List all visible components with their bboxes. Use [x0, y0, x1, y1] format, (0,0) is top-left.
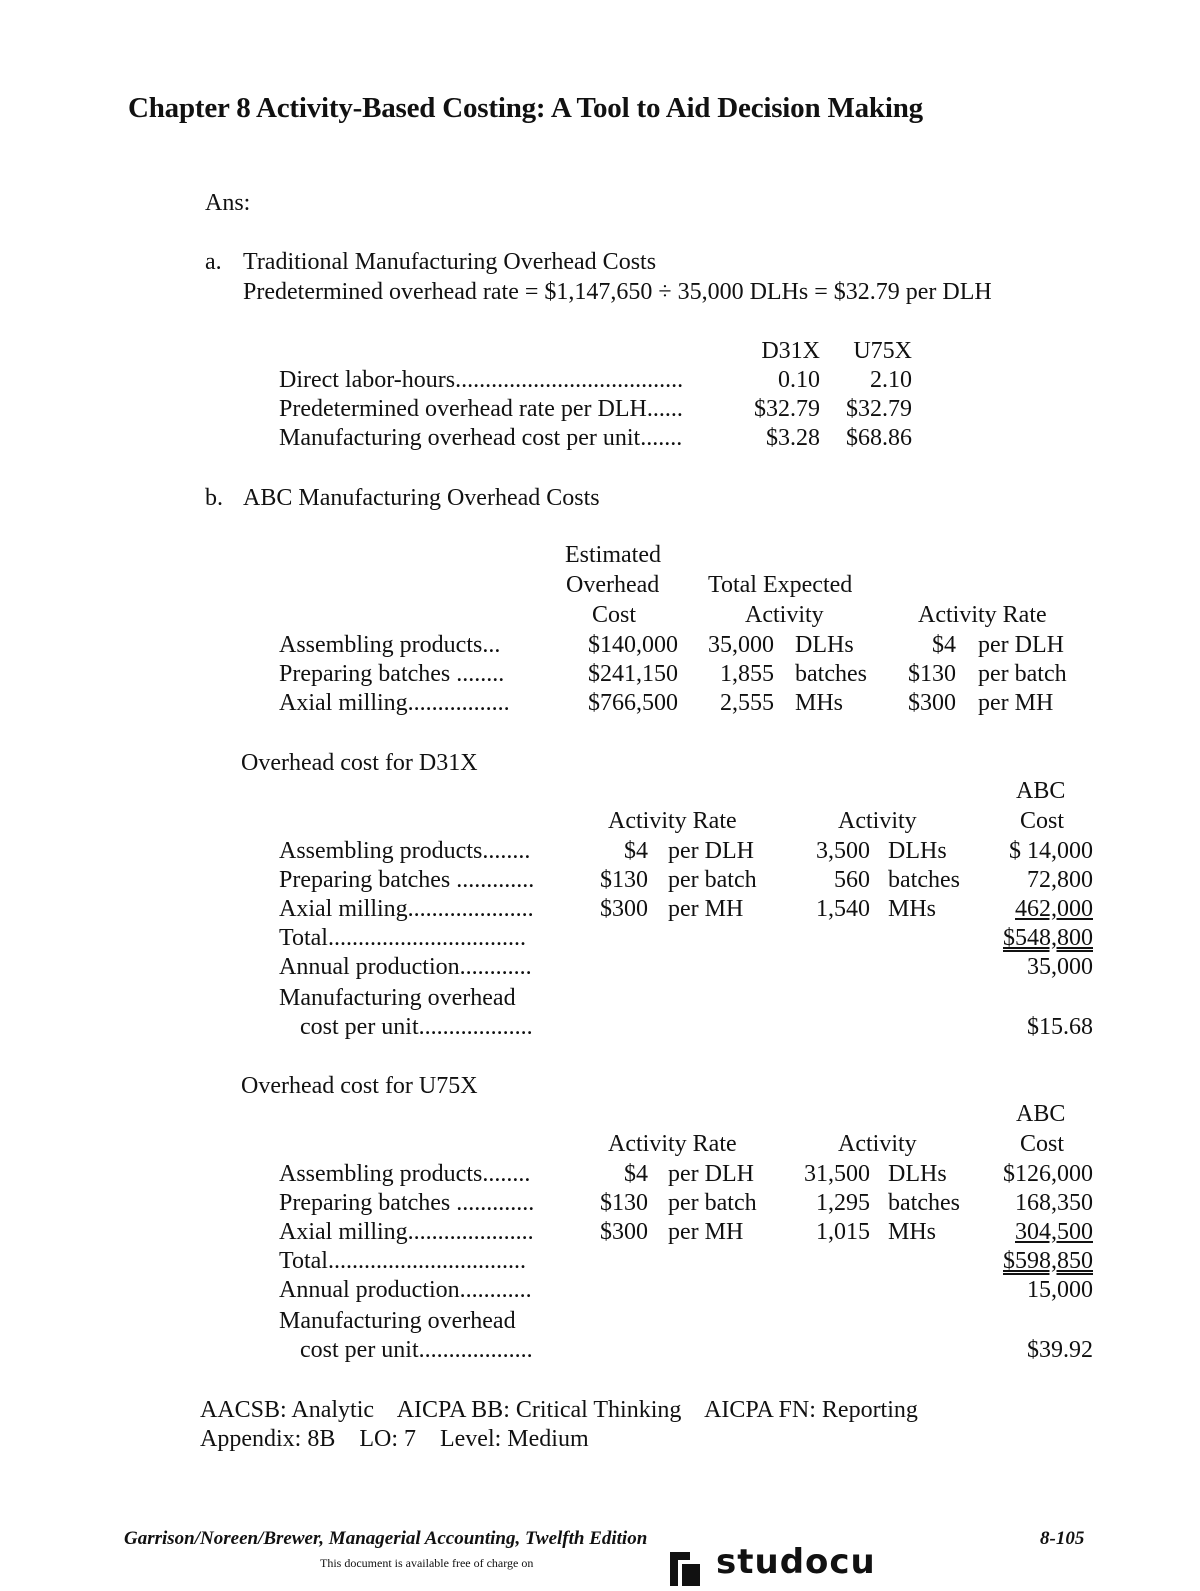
row-activity-unit: batches	[795, 661, 867, 687]
row-cost: 168,350	[1015, 1190, 1093, 1216]
row-rate-unit: per batch	[668, 1190, 757, 1216]
row-rate-unit: per DLH	[668, 1161, 754, 1187]
studocu-logo-icon	[660, 1546, 708, 1586]
row-rate: $130	[908, 661, 956, 687]
header-rate: Activity Rate	[608, 808, 737, 834]
studocu-brand: studocu	[716, 1542, 876, 1582]
row-activity: 1,295	[816, 1190, 870, 1216]
header-activity: Activity	[745, 602, 824, 628]
d31x-heading: Overhead cost for D31X	[241, 750, 478, 776]
unit-cost-label: Manufacturing overhead	[279, 1308, 516, 1334]
row-label: Manufacturing overhead cost per unit.......	[279, 425, 683, 451]
production-label: Annual production............	[279, 954, 532, 980]
row-rate-unit: per MH	[978, 690, 1054, 716]
header-activity: Total Expected	[708, 572, 853, 598]
row-activity-unit: MHs	[795, 690, 844, 716]
part-a-heading: Traditional Manufacturing Overhead Costs	[243, 249, 657, 275]
row-activity: 2,555	[720, 690, 774, 716]
row-rate: $300	[600, 1219, 648, 1245]
u75x-heading: Overhead cost for U75X	[241, 1073, 478, 1099]
classification-line: Appendix: 8B LO: 7 Level: Medium	[200, 1426, 589, 1452]
part-a-formula: Predetermined overhead rate = $1,147,650 ÷ 35,000 DLHs = $32.79 per DLH	[243, 279, 992, 305]
header-cost: ABC	[1016, 778, 1066, 804]
row-cost: $766,500	[588, 690, 678, 716]
total-value: $548,800	[1003, 925, 1093, 951]
row-rate-unit: per batch	[978, 661, 1067, 687]
row-cost: $126,000	[1003, 1161, 1093, 1187]
row-activity-unit: DLHs	[888, 838, 947, 864]
row-value: $3.28	[766, 425, 820, 451]
row-activity: 31,500	[804, 1161, 870, 1187]
classification-line: AACSB: Analytic AICPA BB: Critical Thinking AICPA FN: Reporting	[200, 1397, 918, 1423]
row-activity-unit: MHs	[888, 896, 937, 922]
header-cost: Overhead	[566, 572, 660, 598]
row-label: Axial milling.................	[279, 690, 510, 716]
row-rate: $4	[624, 838, 648, 864]
row-value: 0.10	[778, 367, 820, 393]
header-activity: Activity	[838, 808, 917, 834]
row-activity-unit: batches	[888, 1190, 960, 1216]
row-rate: $130	[600, 1190, 648, 1216]
row-rate-unit: per DLH	[978, 632, 1064, 658]
row-activity: 1,015	[816, 1219, 870, 1245]
col-header-d31x: D31X	[761, 338, 820, 364]
row-rate-unit: per MH	[668, 1219, 744, 1245]
row-rate: $300	[600, 896, 648, 922]
row-value: $32.79	[846, 396, 912, 422]
row-label: Assembling products........	[279, 838, 531, 864]
row-rate-unit: per batch	[668, 867, 757, 893]
production-value: 15,000	[1027, 1277, 1093, 1303]
row-activity-unit: batches	[888, 867, 960, 893]
part-b-heading: ABC Manufacturing Overhead Costs	[243, 485, 600, 511]
row-cost: 462,000	[1015, 896, 1093, 922]
document-notice: This document is available free of charge on	[320, 1556, 534, 1570]
unit-cost-label: Manufacturing overhead	[279, 985, 516, 1011]
row-rate: $130	[600, 867, 648, 893]
row-cost: $140,000	[588, 632, 678, 658]
row-activity-unit: MHs	[888, 1219, 937, 1245]
unit-cost-value: $15.68	[1027, 1014, 1093, 1040]
row-label: Assembling products...	[279, 632, 501, 658]
production-label: Annual production............	[279, 1277, 532, 1303]
row-value: $68.86	[846, 425, 912, 451]
unit-cost-label: cost per unit...................	[300, 1337, 533, 1363]
row-value: 2.10	[870, 367, 912, 393]
row-cost: 72,800	[1027, 867, 1093, 893]
col-header-u75x: U75X	[853, 338, 912, 364]
row-activity: 1,855	[720, 661, 774, 687]
row-rate: $4	[932, 632, 956, 658]
row-rate-unit: per MH	[668, 896, 744, 922]
row-label: Direct labor-hours......................................	[279, 367, 684, 393]
row-activity: 560	[834, 867, 870, 893]
row-cost: $ 14,000	[1009, 838, 1093, 864]
row-activity: 1,540	[816, 896, 870, 922]
row-rate-unit: per DLH	[668, 838, 754, 864]
header-rate: Activity Rate	[918, 602, 1047, 628]
header-cost: Cost	[592, 602, 637, 628]
part-a-marker: a.	[205, 249, 222, 275]
row-label: Preparing batches ........	[279, 661, 505, 687]
row-activity: 3,500	[816, 838, 870, 864]
answer-label: Ans:	[205, 190, 251, 216]
row-rate: $300	[908, 690, 956, 716]
part-b-marker: b.	[205, 485, 223, 511]
row-label: Preparing batches .............	[279, 867, 535, 893]
header-rate: Activity Rate	[608, 1131, 737, 1157]
row-activity-unit: DLHs	[795, 632, 854, 658]
page-number: 8-105	[1040, 1528, 1085, 1549]
row-value: $32.79	[754, 396, 820, 422]
row-label: Predetermined overhead rate per DLH......	[279, 396, 683, 422]
textbook-reference: Garrison/Noreen/Brewer, Managerial Accounting, Twelfth Edition	[124, 1528, 648, 1549]
row-cost: $241,150	[588, 661, 678, 687]
header-cost: Estimated	[565, 542, 661, 568]
header-activity: Activity	[838, 1131, 917, 1157]
header-cost: ABC	[1016, 1101, 1066, 1127]
unit-cost-label: cost per unit...................	[300, 1014, 533, 1040]
header-cost: Cost	[1020, 808, 1065, 834]
row-activity-unit: DLHs	[888, 1161, 947, 1187]
total-label: Total.................................	[279, 925, 526, 951]
row-rate: $4	[624, 1161, 648, 1187]
row-label: Axial milling.....................	[279, 1219, 534, 1245]
row-label: Axial milling.....................	[279, 896, 534, 922]
row-label: Assembling products........	[279, 1161, 531, 1187]
header-cost: Cost	[1020, 1131, 1065, 1157]
row-activity: 35,000	[708, 632, 774, 658]
row-cost: 304,500	[1015, 1219, 1093, 1245]
total-value: $598,850	[1003, 1248, 1093, 1274]
total-label: Total.................................	[279, 1248, 526, 1274]
row-label: Preparing batches .............	[279, 1190, 535, 1216]
unit-cost-value: $39.92	[1027, 1337, 1093, 1363]
production-value: 35,000	[1027, 954, 1093, 980]
page-title: Chapter 8 Activity-Based Costing: A Tool to Aid Decision Making	[128, 92, 923, 124]
